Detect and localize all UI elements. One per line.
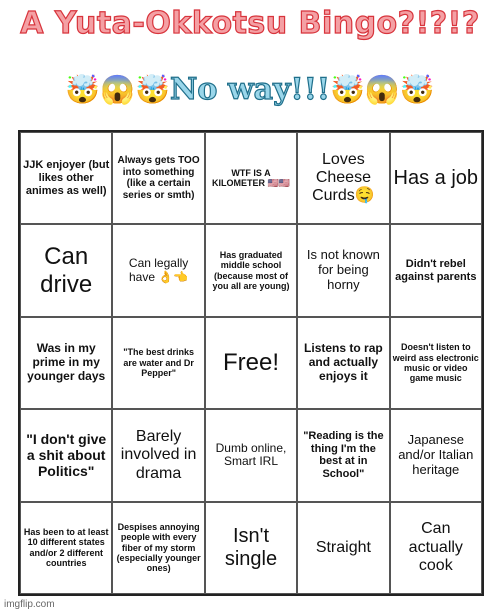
free-cell[interactable]: Free! bbox=[205, 317, 297, 409]
emoji-right: 🤯😱🤯 bbox=[330, 73, 435, 106]
bingo-cell[interactable]: Was in my prime in my younger days bbox=[20, 317, 112, 409]
subtitle-text: No way!!! bbox=[169, 72, 331, 107]
bingo-cell[interactable]: Has a job bbox=[390, 132, 482, 224]
bingo-subtitle bbox=[0, 72, 500, 107]
bingo-cell[interactable]: Can legally have 👌👈 bbox=[112, 224, 204, 316]
emoji-left: 🤯😱🤯 bbox=[65, 73, 170, 106]
bingo-cell[interactable]: Loves Cheese Curds🤤 bbox=[297, 132, 389, 224]
bingo-cell[interactable]: Has graduated middle school (because most of you all are young) bbox=[205, 224, 297, 316]
bingo-cell[interactable]: JJK enjoyer (but likes other animes as well) bbox=[20, 132, 112, 224]
bingo-cell[interactable]: Dumb online, Smart IRL bbox=[205, 409, 297, 501]
bingo-cell[interactable]: Doesn't listen to weird ass electronic music or video game music bbox=[390, 317, 482, 409]
imgflip-watermark: imgflip.com bbox=[4, 599, 55, 610]
bingo-cell[interactable]: Is not known for being horny bbox=[297, 224, 389, 316]
bingo-cell[interactable]: Isn't single bbox=[205, 502, 297, 594]
bingo-cell[interactable]: "Reading is the thing I'm the best at in School" bbox=[297, 409, 389, 501]
bingo-title: A Yuta-Okkotsu Bingo?!?!? bbox=[20, 6, 480, 41]
bingo-cell[interactable]: Japanese and/or Italian heritage bbox=[390, 409, 482, 501]
bingo-cell[interactable]: Has been to at least 10 different states and/or 2 different countries bbox=[20, 502, 112, 594]
bingo-cell[interactable]: Didn't rebel against parents bbox=[390, 224, 482, 316]
bingo-cell[interactable]: Always gets TOO into something (like a certain series or smth) bbox=[112, 132, 204, 224]
bingo-cell[interactable]: Listens to rap and actually enjoys it bbox=[297, 317, 389, 409]
bingo-cell[interactable]: Can drive bbox=[20, 224, 112, 316]
bingo-grid bbox=[18, 130, 484, 596]
bingo-cell[interactable]: WTF IS A KILOMETER 🇺🇸🇺🇸 bbox=[205, 132, 297, 224]
bingo-cell[interactable]: "The best drinks are water and Dr Pepper" bbox=[112, 317, 204, 409]
bingo-cell[interactable]: Can actually cook bbox=[390, 502, 482, 594]
bingo-cell[interactable]: Despises annoying people with every fiber of my storm (especially younger ones) bbox=[112, 502, 204, 594]
bingo-cell[interactable]: Straight bbox=[297, 502, 389, 594]
bingo-cell[interactable]: "I don't give a shit about Politics" bbox=[20, 409, 112, 501]
bingo-cell[interactable]: Barely involved in drama bbox=[112, 409, 204, 501]
